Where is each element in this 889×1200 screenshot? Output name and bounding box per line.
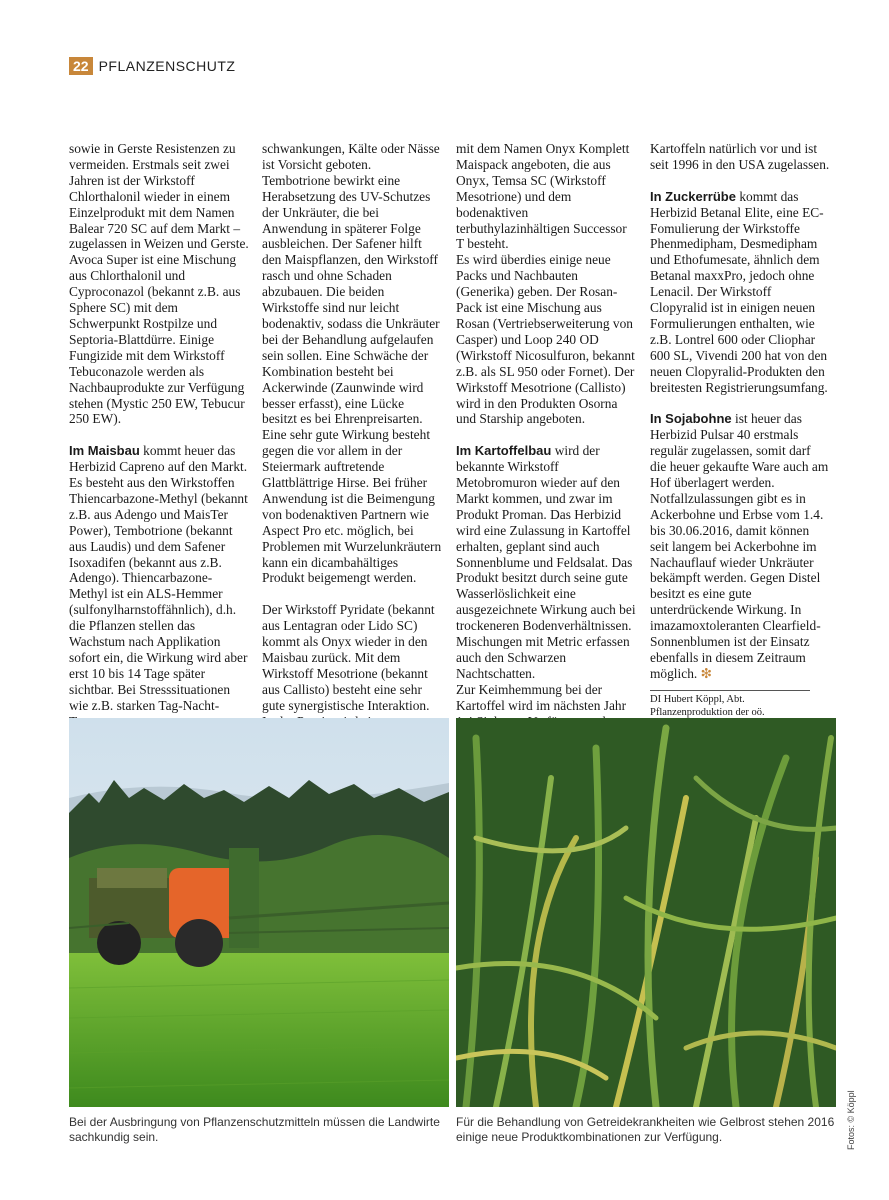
author-signature: DI Hubert Köppl, Abt. Pflanzenproduktion der oö.	[650, 690, 810, 732]
text-column-4	[650, 141, 830, 732]
paragraph-text: kommt das Herbizid Betanal Elite, eine EC-Fomulierung der Wirkstoffe Phenmedipham, Desmedipham und Ethofumesate, ähnlich dem Betanal maxxPro, jedoch ohne Lenacil. Der Wirkstoff Clopyralid ist in einigen neuen Formulierungen enthalten, wie z.B. Lontrel 600 oder Cliophar 600 SL, Vivendi 200 hat von den neuen Clopyralid-Produkten den breitesten Registrierungsumfang.	[650, 188, 828, 395]
photo-tractor-sprayer	[69, 718, 449, 1107]
paragraph-kartoffelbau	[456, 443, 636, 682]
subhead-sojabohne: In Sojabohne	[650, 411, 732, 427]
paragraph: sowie in Gerste Resistenzen zu vermeiden. Erstmals seit zwei Jahren ist der Wirkstoff Chlorthalonil wieder in einem Einzelprodukt mit dem Namen Balear 720 SC auf dem Markt – zugelassen in Weizen und Gerste. Avoca Super ist eine Mischung aus Chlorthalonil und Cyproconazol (bekannt z.B. aus Sphere SC) mit dem Schwerpunkt Rostpilze und Septoria-Blattdürre. Einige Fungizide mit dem Wirkstoff Tebuconazole werden als Nachbauprodukte zur Verfügung stehen (Mystic 250 EW, Tebucur 250 EW).	[69, 141, 249, 427]
subhead-maisbau: Im Maisbau	[69, 443, 140, 459]
text-column-1	[69, 141, 249, 730]
photo-caption-right: Für die Behandlung von Getreidekrankheiten wie Gelbrost stehen 2016 einige neue Produktkombinationen zur Verfügung.	[456, 1115, 835, 1144]
paragraph: mit dem Namen Onyx Komplett Maispack angeboten, die aus Onyx, Temsa SC (Wirkstoff Mesotrione) und dem bodenaktiven terbuthylazinhältigen Successor T besteht.	[456, 141, 630, 252]
paragraph: schwankungen, Kälte oder Nässe ist Vorsicht geboten. Tembotrione bewirkt eine Herabsetzung des UV-Schutzes der Unkräuter, die bei Anwendung in späterer Folge ausbleichen. Der Safener hilft den Maispflanzen, den Wirkstoff rasch und ohne Schaden abzubauen. Die beiden Wirkstoffe sind nur leicht bodenaktiv, sodass die Unkräuter bei der Behandlung aufgelaufen sein sollen. Eine Schwäche der Kombination besteht bei Ackerwinde (Zaunwinde wird besser erfasst), eine Lücke besitzt es bei Ehrenpreisarten. Eine sehr gute Wirkung besteht gegen die vor allem in der Steiermark auftretende Glattblättrige Hirse. Bei früher Anwendung ist die Beimengung von bodenaktiven Partnern wie Aspect Pro etc. möglich, bei Problemen mit Wurzelunkräutern kann ein dicambahältiges Produkt beigemengt werden.	[262, 141, 442, 586]
subhead-kartoffelbau: Im Kartoffelbau	[456, 443, 552, 459]
end-mark-icon: ❇	[700, 665, 712, 681]
text-column-2	[262, 141, 442, 745]
paragraph-text: kommt heuer das Herbizid Capreno auf den Markt. Es besteht aus den Wirkstoffen Thiencarbazone-Methyl (bekannt z.B. aus Adengo und MaisTer Power), Tembotrione (bekannt aus Laudis) und dem Safener Isoxadifen (bekannt aus z.B. Adengo). Thiencarbazone-Methyl ist ein ALS-Hemmer (sulfonylharnstoffähnlich), d.h. die Pflanzen stellen das Wachstum nach Applikation sofort ein, die Wirkung wird aber erst 10 bis 14 Tage später sichtbar. Bei Stresssituationen wie z.B. starken Tag-Nacht-	[69, 443, 248, 713]
paragraph-text: ist heuer das Herbizid Pulsar 40 erstmals regulär zugelassen, somit darf die heuer gekaufte Ware auch am Hof überlagert werden. Notfallzulassungen gibt es in Ackerbohne und Erbse vom 1.4. bis 30.06.2016, damit können seit langem bei Ackerbohne im Nachauflauf wieder Unkräuter bekämpft werden. Gegen Distel besitzt es eine gute unterdrückende Wirkung. In imazamoxtoleranten Clearfield-Sonnenblumen ist der Einsatz ebenfalls in diesem Zeitraum möglich.	[650, 411, 829, 681]
paragraph-maisbau	[69, 443, 249, 729]
paragraph: Kartoffeln natürlich vor und ist seit 1996 in den USA zugelassen.	[650, 141, 830, 172]
photo-credit-text: Fotos: © Köppl	[846, 1090, 856, 1150]
page-number: 22	[69, 57, 93, 75]
photo-caption-left: Bei der Ausbringung von Pflanzenschutzmitteln müssen die Landwirte sachkundig sein.	[69, 1115, 440, 1144]
paragraph: Es wird überdies einige neue Packs und Nachbauten (Generika) geben. Der Rosan-Pack ist eine Mischung aus Rosan (Vertriebserweiterung von Casper) und Loop 240 OD (Wirkstoff Nicosulfuron, bekannt z.B. als SL 950 oder Fornet). Der Wirkstoff Mesotrione (Callisto) wird in den Produkten Osorna und Starship angeboten.	[456, 252, 635, 427]
page-header	[69, 57, 235, 75]
section-title: PFLANZENSCHUTZ	[98, 58, 236, 74]
photo-wheat-yellow-rust	[456, 718, 836, 1107]
paragraph-sojabohne	[650, 411, 830, 681]
paragraph-zuckerruebe	[650, 189, 830, 396]
paragraph: Der Wirkstoff Pyridate (bekannt aus Lentagran oder Lido SC) kommt als Onyx wieder in den Maisbau zurück. Mit dem Wirkstoff Mesotrione (bekannt aus Callisto) besteht eine sehr gute synergistische Interaktion.	[262, 602, 435, 713]
paragraph-text: wird der bekannte Wirkstoff Metobromuron wieder auf den Markt kommen, und zwar im Produkt Proman. Das Herbizid wird eine Zulassung in Kartoffel erhalten, geplant sind auch Sonnenblume und Feldsalat. Das Produkt besitzt durch seine gute Wasserlöslichkeit eine ausgezeichnete Wirkung auch bei trockeneren Bodenverhältnissen. Mischungen mit Metric erfassen auch den Schwarzen Nachtschatten.	[456, 443, 636, 681]
text-column-3	[456, 141, 636, 745]
subhead-zuckerruebe: In Zuckerrübe	[650, 188, 736, 204]
photo-credit	[846, 1090, 858, 1150]
paragraph: Zur Keimhemmung bei der Kartoffel wird im nächsten Jahr	[456, 681, 627, 713]
